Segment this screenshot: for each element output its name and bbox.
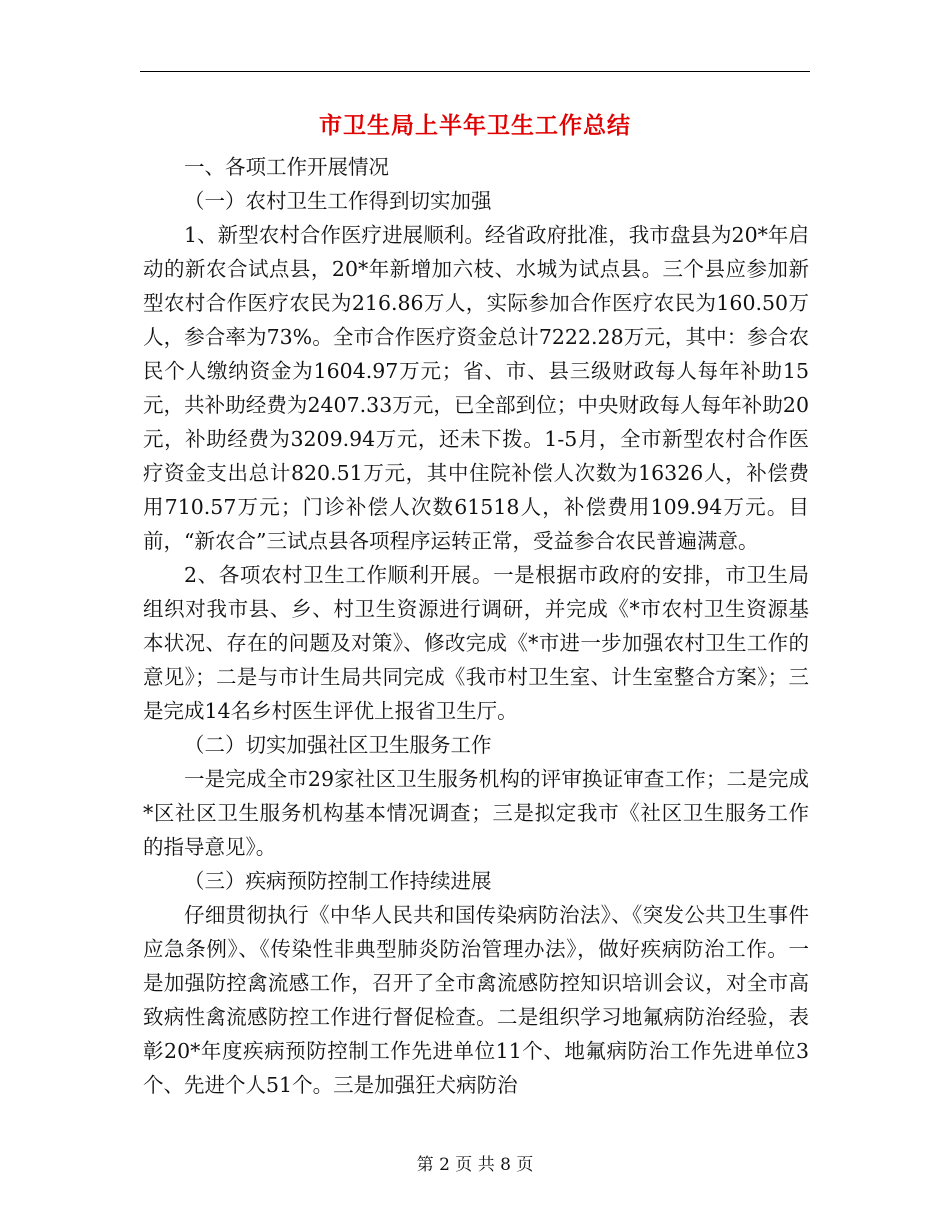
page-number: 第 2 页 共 8 页 (416, 1155, 534, 1175)
section-heading: 一、各项工作开展情况 (184, 155, 389, 179)
subsection-heading: （三）疾病预防控制工作持续进展 (184, 869, 492, 893)
body-paragraph: 仔细贯彻执行《中华人民共和国传染病防治法》、《突发公共卫生事件应急条例》、《传染性非典型肺炎防治管理办法》，做好疾病防治工作。一是加强防控禽流感工作，召开了全市禽流感防控知识培训会议，对全市高致病性禽流感防控工作进行督促检查。二是组织学习地氟病防治经验，表彰20*年度疾病预防控制工作先进单位11个、地氟病防治工作先进单位3个、先进个人51个。三是加强狂犬病防治 (143, 903, 809, 1097)
subsection-heading: （一）农村卫生工作得到切实加强 (184, 189, 492, 213)
document-title: 市卫生局上半年卫生工作总结 (319, 112, 631, 139)
body-paragraph: 1、新型农村合作医疗进展顺利。经省政府批准，我市盘县为20*年启动的新农合试点县，20*年新增加六枝、水城为试点县。三个县应参加新型农村合作医疗农民为216.86万人，实际参加合作医疗农民为160.50万人，参合率为73%。全市合作医疗资金总计7222.28万元，其中：参合农民个人缴纳资金为1604.97万元；省、市、县三级财政每人每年补助15元，共补助经费为2407.33万元，已全部到位；中央财政每人每年补助20元，补助经费为3209.94万元，还未下拨。1-5月，全市新型农村合作医疗资金支出总计820.51万元，其中住院补偿人次数为16326人，补偿费用710.57万元；门诊补偿人次数61518人，补偿费用109.94万元。目前，“新农合”三试点县各项程序运转正常，受益参合农民普遍满意。 (143, 223, 809, 553)
page-footer (140, 1153, 810, 1177)
body-paragraph: 2、各项农村卫生工作顺利开展。一是根据市政府的安排，市卫生局组织对我市县、乡、村卫生资源进行调研，并完成《*市农村卫生资源基本状况、存在的问题及对策》、修改完成《*市进一步加强农村卫生工作的意见》；二是与市计生局共同完成《我市村卫生室、计生室整合方案》；三是完成14名乡村医生评优上报省卫生厅。 (143, 563, 809, 723)
subsection-heading: （二）切实加强社区卫生服务工作 (184, 733, 492, 757)
header-rule (140, 71, 810, 72)
document-body (143, 150, 809, 1102)
body-paragraph: 一是完成全市29家社区卫生服务机构的评审换证审查工作；二是完成*区社区卫生服务机构基本情况调查；三是拟定我市《社区卫生服务工作的指导意见》。 (143, 767, 809, 859)
